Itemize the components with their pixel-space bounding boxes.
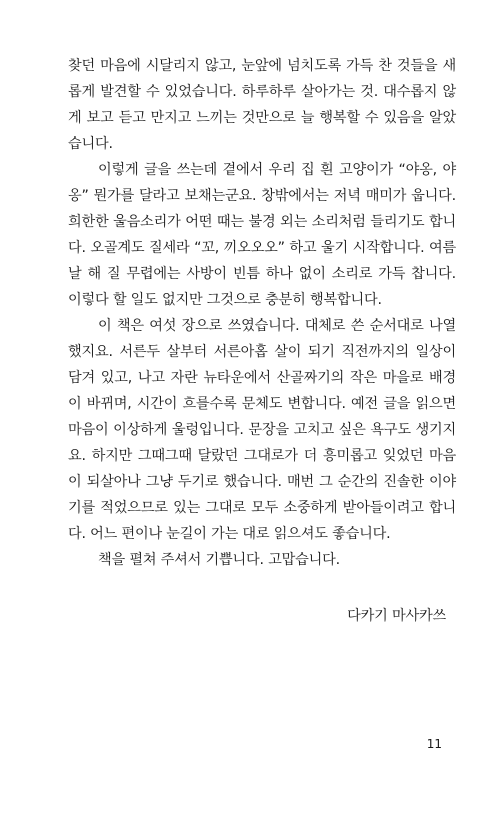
body-text	[68, 53, 456, 573]
author-signature: 다카기 마사카쓰	[347, 608, 446, 624]
page-number: 11	[426, 737, 442, 751]
paragraph-4: 책을 펼쳐 주셔서 기쁩니다. 고맙습니다.	[98, 552, 340, 568]
paragraph-1: 찾던 마음에 시달리지 않고, 눈앞에 넘치도록 가득 찬 것들을 새롭게 발견할 수 있었습니다. 하루하루 살아가는 것. 대수롭지 않게 보고 듣고 만지고 느끼는 것만으로 늘 행복할 수 있음을 알았습니다.	[68, 58, 456, 152]
paragraph-3: 이 책은 여섯 장으로 쓰였습니다. 대체로 쓴 순서대로 나열했지요. 서른두 살부터 서른아홉 살이 되기 직전까지의 일상이 담겨 있고, 나고 자란 뉴타운에서 산골짜기의 작은 마을로 배경이 바뀌며, 시간이 흐를수록 문체도 변합니다. 예전 글을 읽으면 마음이 이상하게 울렁입니다. 문장을 고치고 싶은 욕구도 생기지요. 하지만 그때그때 달랐던 그대로가 더 흥미롭고 잊었던 마음이 되살아나 그냥 두기로 했습니다. 매번 그 순간의 진솔한 이야기를 적었으므로 있는 그대로 모두 소중하게 받아들이려고 합니다. 어느 편이나 눈길이 가는 대로 읽으셔도 좋습니다.	[68, 318, 456, 542]
paragraph-2: 이렇게 글을 쓰는데 곁에서 우리 집 흰 고양이가 “야옹, 야옹” 뭔가를 달라고 보채는군요. 창밖에서는 저녁 매미가 웁니다. 희한한 울음소리가 어떤 때는 불경 외는 소리처럼 들리기도 합니다. 오골계도 질세라 “꼬, 끼오오오” 하고 울기 시작합니다. 여름날 해 질 무렵에는 사방이 빈틈 하나 없이 소리로 가득 찹니다. 이렇다 할 일도 없지만 그것으로 충분히 행복합니다.	[68, 162, 456, 308]
